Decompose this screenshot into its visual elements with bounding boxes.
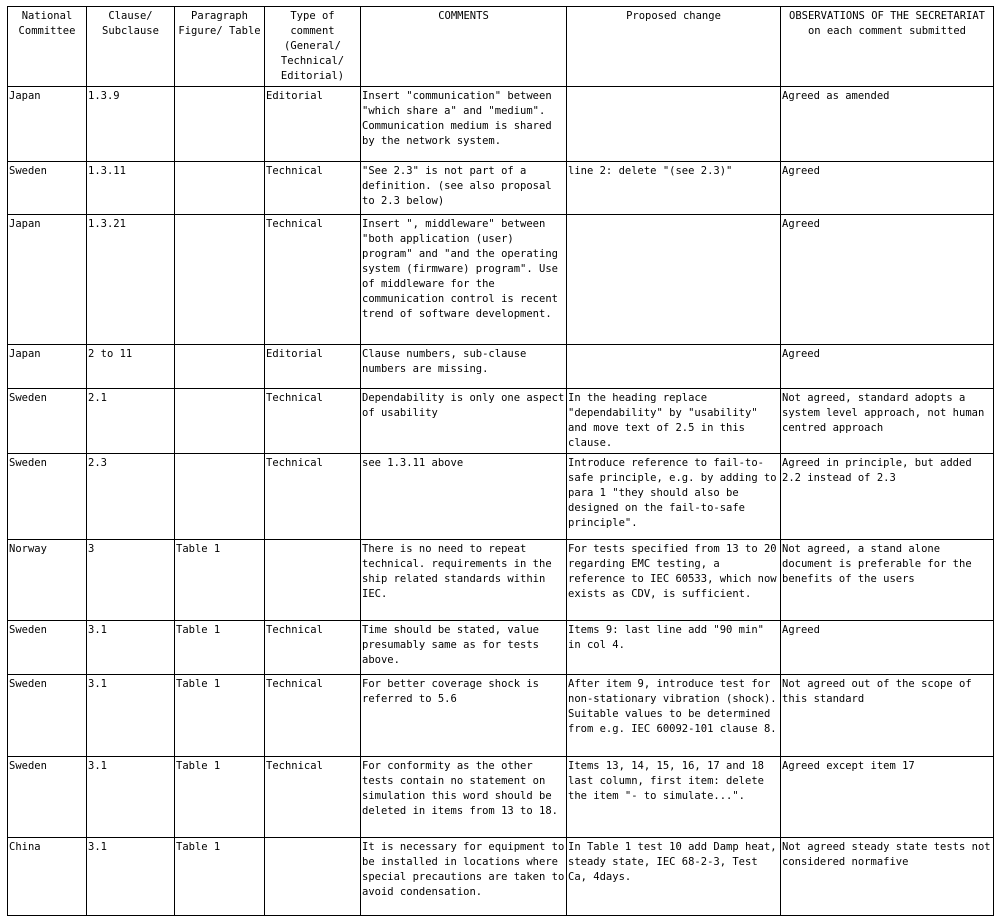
cell-paragraph xyxy=(175,87,265,162)
cell-observation: Not agreed steady state tests not considered normafive xyxy=(781,838,994,916)
cell-proposed xyxy=(567,215,781,345)
cell-comment: For conformity as the other tests contain no statement on simulation this word should be deleted in items from 13 to 18. xyxy=(361,757,567,838)
cell-proposed: Items 13, 14, 15, 16, 17 and 18 last column, first item: delete the item "- to simulate...". xyxy=(567,757,781,838)
cell-clause: 1.3.21 xyxy=(87,215,175,345)
cell-comment: Clause numbers, sub-clause numbers are missing. xyxy=(361,345,567,389)
cell-comment: It is necessary for equipment to be installed in locations where special precautions are taken to avoid condensation. xyxy=(361,838,567,916)
cell-committee: Norway xyxy=(8,540,87,621)
table-row xyxy=(8,345,994,389)
cell-paragraph: Table 1 xyxy=(175,838,265,916)
header-clause: Clause/ Subclause xyxy=(87,7,175,87)
cell-committee: Sweden xyxy=(8,757,87,838)
cell-type: Technical xyxy=(265,454,361,540)
cell-proposed: In the heading replace "dependability" by "usability" and move text of 2.5 in this clause. xyxy=(567,389,781,454)
cell-type: Editorial xyxy=(265,87,361,162)
header-row xyxy=(8,7,994,87)
table-row xyxy=(8,389,994,454)
cell-paragraph xyxy=(175,345,265,389)
cell-clause: 2.1 xyxy=(87,389,175,454)
cell-clause: 3.1 xyxy=(87,675,175,757)
cell-comment: For better coverage shock is referred to 5.6 xyxy=(361,675,567,757)
header-paragraph: Paragraph Figure/ Table xyxy=(175,7,265,87)
table-row xyxy=(8,621,994,675)
cell-type xyxy=(265,540,361,621)
cell-observation: Agreed as amended xyxy=(781,87,994,162)
cell-committee: Japan xyxy=(8,345,87,389)
cell-paragraph: Table 1 xyxy=(175,621,265,675)
cell-committee: Sweden xyxy=(8,389,87,454)
cell-committee: China xyxy=(8,838,87,916)
cell-comment: Insert ", middleware" between "both application (user) program" and "and the operating system (firmware) program". Use of middleware for the communication control is recent trend of software development. xyxy=(361,215,567,345)
cell-proposed: line 2: delete "(see 2.3)" xyxy=(567,162,781,215)
cell-proposed: Items 9: last line add "90 min" in col 4. xyxy=(567,621,781,675)
cell-observation: Agreed except item 17 xyxy=(781,757,994,838)
table-row xyxy=(8,675,994,757)
cell-comment: Dependability is only one aspect of usability xyxy=(361,389,567,454)
cell-clause: 3 xyxy=(87,540,175,621)
cell-observation: Not agreed, standard adopts a system level approach, not human centred approach xyxy=(781,389,994,454)
cell-committee: Sweden xyxy=(8,454,87,540)
cell-comment: There is no need to repeat technical. requirements in the ship related standards within IEC. xyxy=(361,540,567,621)
cell-committee: Japan xyxy=(8,87,87,162)
cell-proposed: After item 9, introduce test for non-stationary vibration (shock). Suitable values to be determined from e.g. IEC 60092-101 clause 8. xyxy=(567,675,781,757)
cell-clause: 2.3 xyxy=(87,454,175,540)
cell-observation: Agreed in principle, but added 2.2 instead of 2.3 xyxy=(781,454,994,540)
cell-committee: Sweden xyxy=(8,621,87,675)
cell-proposed xyxy=(567,345,781,389)
cell-proposed: Introduce reference to fail-to-safe principle, e.g. by adding to para 1 "they should also be designed on the fail-to-safe principle". xyxy=(567,454,781,540)
table-row xyxy=(8,838,994,916)
cell-comment: "See 2.3" is not part of a definition. (see also proposal to 2.3 below) xyxy=(361,162,567,215)
cell-observation: Agreed xyxy=(781,621,994,675)
cell-proposed xyxy=(567,87,781,162)
header-national-committee: National Committee xyxy=(8,7,87,87)
cell-proposed: For tests specified from 13 to 20 regarding EMC testing, a reference to IEC 60533, which now exists as CDV, is sufficient. xyxy=(567,540,781,621)
cell-clause: 1.3.9 xyxy=(87,87,175,162)
cell-observation: Not agreed out of the scope of this standard xyxy=(781,675,994,757)
cell-paragraph xyxy=(175,389,265,454)
cell-clause: 1.3.11 xyxy=(87,162,175,215)
cell-observation: Agreed xyxy=(781,215,994,345)
cell-clause: 3.1 xyxy=(87,621,175,675)
cell-comment: see 1.3.11 above xyxy=(361,454,567,540)
table-row xyxy=(8,757,994,838)
cell-observation: Agreed xyxy=(781,345,994,389)
cell-type: Technical xyxy=(265,675,361,757)
table-row xyxy=(8,87,994,162)
cell-proposed: In Table 1 test 10 add Damp heat, steady state, IEC 68-2-3, Test Ca, 4days. xyxy=(567,838,781,916)
table-row xyxy=(8,454,994,540)
table-row xyxy=(8,162,994,215)
cell-type: Technical xyxy=(265,389,361,454)
cell-type xyxy=(265,838,361,916)
cell-type: Technical xyxy=(265,757,361,838)
cell-type: Technical xyxy=(265,621,361,675)
cell-comment: Insert "communication" between "which share a" and "medium". Communication medium is shared by the network system. xyxy=(361,87,567,162)
header-proposed-change: Proposed change xyxy=(567,7,781,87)
header-comments: COMMENTS xyxy=(361,7,567,87)
cell-clause: 3.1 xyxy=(87,757,175,838)
cell-paragraph: Table 1 xyxy=(175,540,265,621)
table-row xyxy=(8,215,994,345)
cell-paragraph: Table 1 xyxy=(175,675,265,757)
table-row xyxy=(8,540,994,621)
cell-type: Technical xyxy=(265,215,361,345)
cell-observation: Agreed xyxy=(781,162,994,215)
cell-committee: Japan xyxy=(8,215,87,345)
comments-table xyxy=(7,6,994,916)
cell-observation: Not agreed, a stand alone document is preferable for the benefits of the users xyxy=(781,540,994,621)
cell-type: Technical xyxy=(265,162,361,215)
cell-paragraph xyxy=(175,162,265,215)
cell-paragraph xyxy=(175,215,265,345)
cell-clause: 3.1 xyxy=(87,838,175,916)
header-type-of-comment: Type of comment (General/ Technical/ Editorial) xyxy=(265,7,361,87)
cell-clause: 2 to 11 xyxy=(87,345,175,389)
cell-type: Editorial xyxy=(265,345,361,389)
cell-committee: Sweden xyxy=(8,675,87,757)
cell-committee: Sweden xyxy=(8,162,87,215)
cell-comment: Time should be stated, value presumably same as for tests above. xyxy=(361,621,567,675)
header-observations: OBSERVATIONS OF THE SECRETARIAT on each comment submitted xyxy=(781,7,994,87)
cell-paragraph: Table 1 xyxy=(175,757,265,838)
cell-paragraph xyxy=(175,454,265,540)
